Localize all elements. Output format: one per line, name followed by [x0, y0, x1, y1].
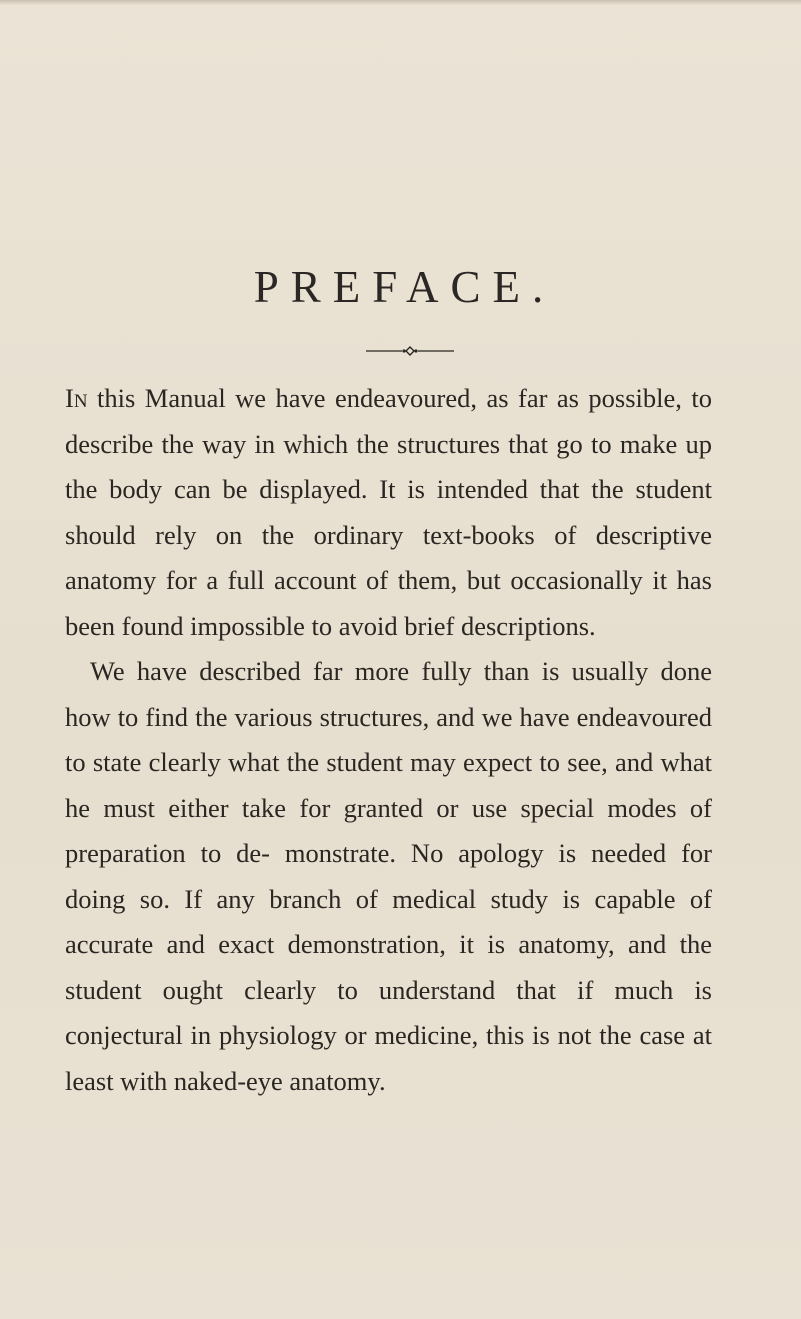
- paragraph-1: [65, 376, 712, 649]
- page-title: PREFACE.: [253, 262, 556, 312]
- paragraph-1-text: this Manual we have endeavoured, as far as possible, to describe the way in which the structures that go to make up the body can be displayed. It is intended that the student should rely on the ordinary text-books of descriptive anatomy for a full account of them, but occasionally it has been found impossible to avoid brief descriptions.: [65, 383, 712, 641]
- preface-text: [65, 376, 712, 1104]
- page-top-edge: [0, 0, 801, 5]
- ornament-divider-icon: [366, 341, 454, 361]
- paragraph-1-lead-word: In: [65, 383, 88, 413]
- paragraph-2: We have described far more fully than is usually done how to find the various structures, and we have endeavoured to state clearly what the student may expect to see, and what he must either take for granted or use special modes of preparation to de- monstrate. No apology is needed for doing so. If any branch of medical study is capable of accurate and exact demonstration, it is anatomy, and the student ought clearly to understand that if much is conjectural in physiology or medicine, this is not the case at least with naked-eye anatomy.: [65, 656, 712, 1096]
